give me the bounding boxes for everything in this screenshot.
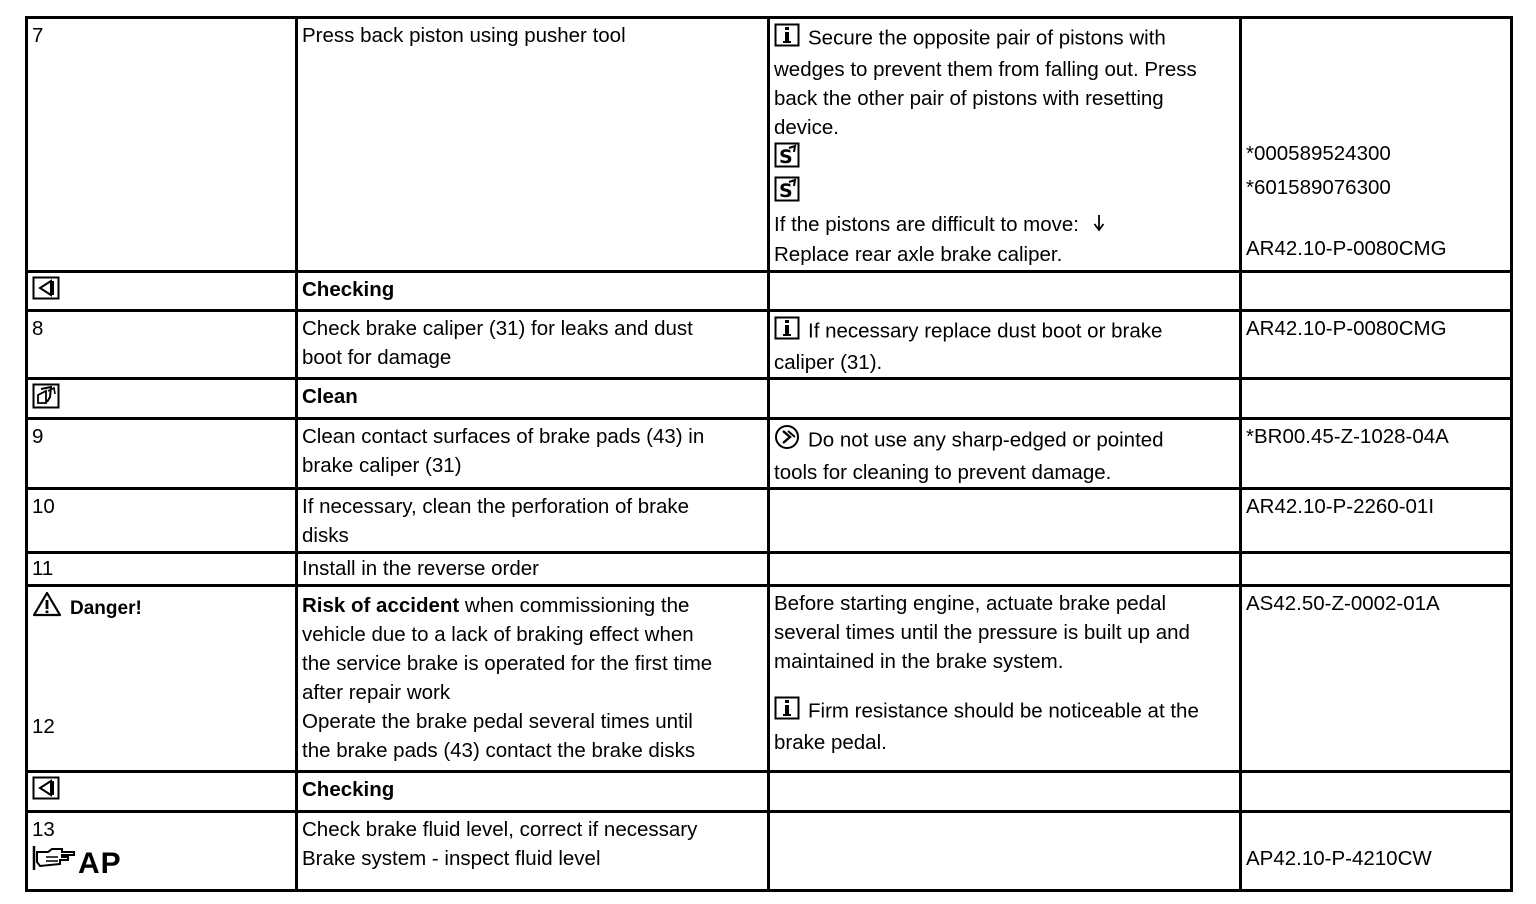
note-text: device. [774, 116, 839, 139]
empty-cell [769, 772, 1241, 812]
step-number: 7 [32, 24, 44, 47]
reference-code: AR42.10-P-2260-01I [1246, 495, 1435, 518]
reference-cell [1241, 812, 1512, 891]
action-text: Press back piston using pusher tool [302, 24, 626, 47]
reference-code: *000589524300 [1246, 142, 1391, 165]
step-number: 12 [32, 715, 55, 738]
note-text: If necessary replace dust boot or brake [808, 319, 1163, 343]
note-cell [769, 419, 1241, 489]
empty-cell [769, 812, 1241, 891]
step-number: 8 [32, 317, 44, 340]
clean-icon-cell [27, 379, 297, 419]
note-text: Secure the opposite pair of pistons with [808, 26, 1166, 50]
step-number-cell [27, 419, 297, 489]
reference-code: *601589076300 [1246, 176, 1391, 199]
action-text: brake caliper (31) [302, 454, 462, 477]
table-row [27, 311, 1512, 379]
step-number-cell [27, 586, 297, 772]
table-row [27, 489, 1512, 553]
action-cell [297, 489, 769, 553]
caution-icon [774, 424, 800, 458]
step-number: 13 [32, 818, 55, 841]
table-row [27, 379, 1512, 419]
note-cell [769, 586, 1241, 772]
action-text: boot for damage [302, 346, 452, 369]
note-text: Before starting engine, actuate brake pedal [774, 592, 1167, 615]
svg-text:S: S [779, 180, 793, 202]
table-row [27, 272, 1512, 311]
reference-code: AR42.10-P-0080CMG [1246, 317, 1447, 340]
risk-text: vehicle due to a lack of braking effect when [302, 623, 694, 646]
info-icon [774, 696, 800, 728]
warning-icon [32, 591, 62, 625]
step-number-cell [27, 812, 297, 891]
step-number: 10 [32, 495, 55, 518]
reference-cell [1241, 311, 1512, 379]
note-text: several times until the pressure is built up and [774, 621, 1190, 644]
empty-cell [1241, 772, 1512, 812]
reference-code: AS42.50-Z-0002-01A [1246, 592, 1440, 615]
empty-cell [1241, 272, 1512, 311]
procedure-table [25, 16, 1513, 892]
check-icon-cell [27, 772, 297, 812]
step-number: 9 [32, 425, 44, 448]
table-row [27, 553, 1512, 586]
note-cell [769, 311, 1241, 379]
note-text: Do not use any sharp-edged or pointed [808, 428, 1164, 452]
table-row [27, 812, 1512, 891]
empty-cell [769, 553, 1241, 586]
reference-code: AR42.10-P-0080CMG [1246, 237, 1447, 260]
pointing-hand-icon [32, 844, 76, 884]
arrow-down-icon [1093, 211, 1105, 240]
action-text: If necessary, clean the perforation of brake [302, 495, 690, 518]
action-text: disks [302, 524, 349, 547]
note-text: wedges to prevent them from falling out. Press [774, 58, 1197, 81]
section-label: Checking [297, 772, 769, 812]
table-row [27, 772, 1512, 812]
action-cell [297, 18, 769, 272]
action-link-text[interactable]: Brake system - inspect fluid level [302, 847, 601, 870]
section-label: Checking [297, 272, 769, 311]
note-text: tools for cleaning to prevent damage. [774, 461, 1112, 484]
reference-code: *BR00.45-Z-1028-04A [1246, 425, 1449, 448]
reference-cell [1241, 489, 1512, 553]
reference-cell [1241, 586, 1512, 772]
note-text: brake pedal. [774, 731, 887, 754]
step-number-cell [27, 553, 297, 586]
risk-text: the service brake is operated for the first time [302, 652, 713, 675]
note-text: back the other pair of pistons with resetting [774, 87, 1164, 110]
svg-text:S: S [779, 146, 793, 168]
special-tool-icon [774, 142, 800, 176]
action-text: the brake pads (43) contact the brake disks [302, 739, 696, 762]
danger-label: Danger! [70, 597, 142, 619]
risk-text: after repair work [302, 681, 451, 704]
risk-heading: Risk of accident [302, 594, 460, 617]
empty-cell [1241, 379, 1512, 419]
step-number-cell [27, 489, 297, 553]
action-text: Check brake caliper (31) for leaks and dust [302, 317, 693, 340]
action-cell [297, 311, 769, 379]
checking-icon [32, 776, 60, 808]
info-icon [774, 23, 800, 55]
step-number-cell [27, 311, 297, 379]
action-cell [297, 553, 769, 586]
table-row [27, 419, 1512, 489]
reference-code[interactable]: AP42.10-P-4210CW [1246, 847, 1432, 870]
ap-label: AP [78, 847, 122, 880]
action-cell [297, 586, 769, 772]
note-text: caliper (31). [774, 351, 883, 374]
note-cell [769, 18, 1241, 272]
action-text: Check brake fluid level, correct if necessary [302, 818, 698, 841]
checking-icon [32, 276, 60, 308]
action-text: Operate the brake pedal several times until [302, 710, 693, 733]
section-label: Clean [297, 379, 769, 419]
empty-cell [769, 272, 1241, 311]
action-cell [297, 812, 769, 891]
note-text: Firm resistance should be noticeable at the [808, 699, 1199, 723]
empty-cell [769, 379, 1241, 419]
reference-cell [1241, 18, 1512, 272]
step-number-cell [27, 18, 297, 272]
risk-text: when commissioning the [459, 594, 690, 617]
step-number: 11 [32, 557, 54, 580]
info-icon [774, 316, 800, 348]
note-text: If the pistons are difficult to move: [774, 213, 1079, 236]
check-icon-cell [27, 272, 297, 311]
cleaning-icon [32, 383, 60, 417]
note-text: Replace rear axle brake caliper. [774, 243, 1063, 267]
table-row [27, 586, 1512, 772]
empty-cell [769, 489, 1241, 553]
action-text: Clean contact surfaces of brake pads (43) in [302, 425, 705, 448]
empty-cell [1241, 553, 1512, 586]
action-cell [297, 419, 769, 489]
action-text: Install in the reverse order [302, 557, 540, 580]
table-row [27, 18, 1512, 272]
reference-cell [1241, 419, 1512, 489]
note-text: maintained in the brake system. [774, 650, 1064, 673]
special-tool-icon [774, 176, 800, 210]
